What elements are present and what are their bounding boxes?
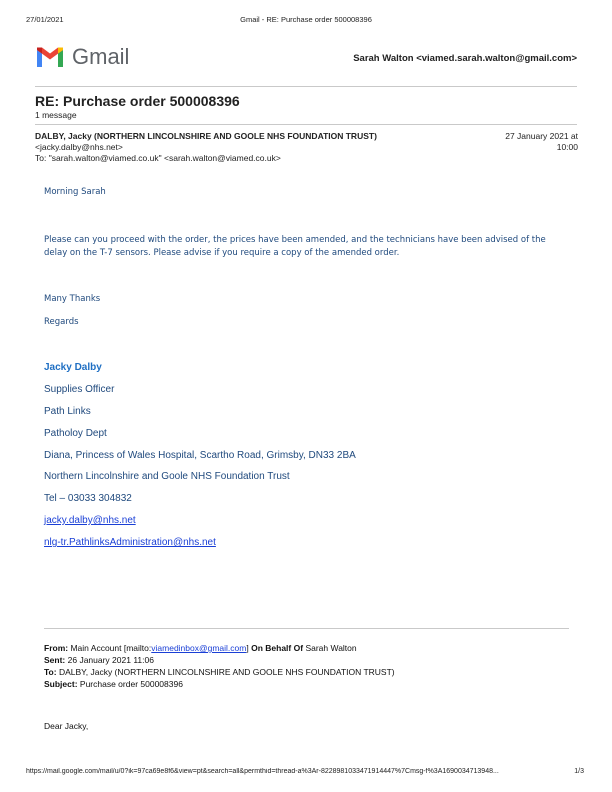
body-paragraph-line1: Please can you proceed with the order, the prices have been amended, and the technicians have been advised of the xyxy=(44,235,546,245)
body-regards: Regards xyxy=(44,317,79,327)
signature-subdept: Patholoy Dept xyxy=(44,428,107,439)
sender-email: <jacky.dalby@nhs.net> xyxy=(35,142,123,152)
signature-address: Diana, Princess of Wales Hospital, Scartho Road, Grimsby, DN33 2BA xyxy=(44,450,356,461)
signature-email-link[interactable]: jacky.dalby@nhs.net xyxy=(44,515,136,526)
print-date: 27/01/2021 xyxy=(26,15,64,24)
forward-from-line: From: Main Account [mailto:viamedinbox@gmail.com] On Behalf Of Sarah Walton xyxy=(44,643,357,653)
forward-to-line: To: DALBY, Jacky (NORTHERN LINCOLNSHIRE AND GOOLE NHS FOUNDATION TRUST) xyxy=(44,667,395,677)
message-divider xyxy=(35,124,577,125)
signature-name: Jacky Dalby xyxy=(44,362,102,373)
page-number: 1/3 xyxy=(574,768,584,775)
print-url: https://mail.google.com/mail/u/0?ik=97ca69e8f6&view=pt&search=all&permthid=thread-a%3Ar-8228981033471914447%7Cmsg-f%3A1690034713948... xyxy=(26,768,499,775)
forward-subject-line: Subject: Purchase order 500008396 xyxy=(44,679,183,689)
message-date: 27 January 2021 at xyxy=(505,131,578,141)
gmail-wordmark: Gmail xyxy=(72,44,130,69)
signature-admin-email-link[interactable]: nlg-tr.PathlinksAdministration@nhs.net xyxy=(44,537,216,548)
body-greeting: Morning Sarah xyxy=(44,187,106,197)
signature-title: Supplies Officer xyxy=(44,384,115,395)
account-label: Sarah Walton <viamed.sarah.walton@gmail.com> xyxy=(353,53,577,64)
signature-dept: Path Links xyxy=(44,406,91,417)
message-time: 10:00 xyxy=(556,142,578,152)
forward-from-email-link[interactable]: viamedinbox@gmail.com xyxy=(151,643,247,653)
gmail-logo-icon xyxy=(35,45,65,68)
print-title: Gmail - RE: Purchase order 500008396 xyxy=(240,15,372,24)
header-divider xyxy=(35,86,577,87)
forward-divider xyxy=(44,628,569,629)
forward-greeting: Dear Jacky, xyxy=(44,721,89,731)
recipient-line: To: "sarah.walton@viamed.co.uk" <sarah.walton@viamed.co.uk> xyxy=(35,153,281,163)
signature-org: Northern Lincolnshire and Goole NHS Foundation Trust xyxy=(44,471,290,482)
message-count: 1 message xyxy=(35,110,77,120)
thread-subject: RE: Purchase order 500008396 xyxy=(35,93,240,109)
signature-phone: Tel – 03033 304832 xyxy=(44,493,132,504)
sender-name: DALBY, Jacky (NORTHERN LINCOLNSHIRE AND GOOLE NHS FOUNDATION TRUST) xyxy=(35,131,377,141)
body-thanks: Many Thanks xyxy=(44,294,101,304)
forward-sent-line: Sent: 26 January 2021 11:06 xyxy=(44,655,154,665)
body-paragraph-line2: delay on the T-7 sensors. Please advise if you require a copy of the amended order. xyxy=(44,248,400,258)
